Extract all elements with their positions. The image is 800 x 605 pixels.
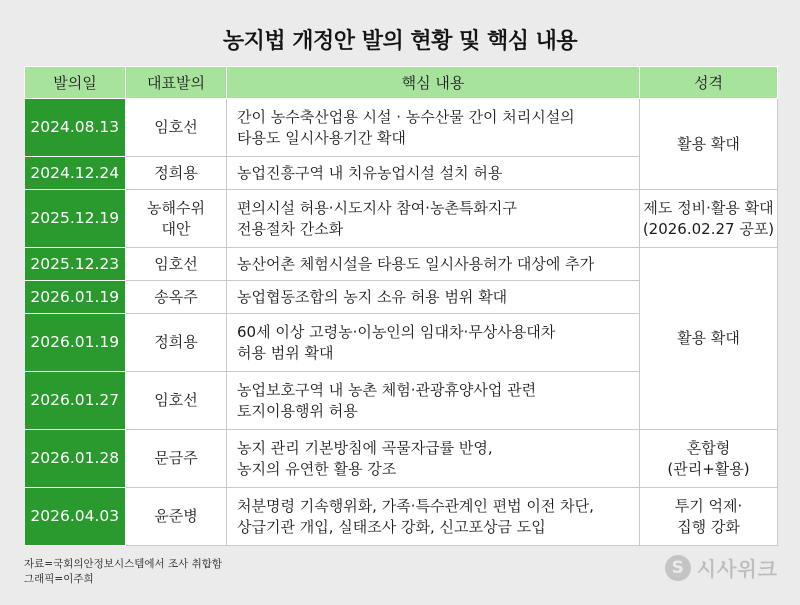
row-sponsor: 윤준병: [126, 488, 227, 546]
row-kind: 투기 억제· 집행 강화: [640, 488, 778, 546]
logo-text: 시사위크: [696, 557, 778, 581]
table-row: [25, 190, 778, 248]
header-content: 핵심 내용: [227, 67, 640, 99]
table-row: [25, 99, 778, 157]
table-row: [25, 430, 778, 488]
page-title: 농지법 개정안 발의 현황 및 핵심 내용: [222, 29, 578, 54]
table-row: [25, 248, 778, 281]
publisher-logo: [665, 553, 778, 582]
row-content: 간이 농수축산업용 시설 · 농수산물 간이 처리시설의 타용도 일시사용기간 확대: [227, 99, 640, 157]
row-date: 2026.01.19: [25, 281, 126, 314]
row-content: 농업협동조합의 농지 소유 허용 범위 확대: [227, 281, 640, 314]
row-content: 농산어촌 체험시설을 타용도 일시사용허가 대상에 추가: [227, 248, 640, 281]
row-content: 편의시설 허용·시도지사 참여·농촌특화지구 전용절차 간소화: [227, 190, 640, 248]
row-sponsor: 송옥주: [126, 281, 227, 314]
row-content: 농지 관리 기본방침에 곡물자급률 반영, 농지의 유연한 활용 강조: [227, 430, 640, 488]
row-content: 처분명령 기속행위화, 가족·특수관계인 편법 이전 차단, 상급기관 개입, 실태조사 강화, 신고포상금 도입: [227, 488, 640, 546]
row-date: 2026.01.27: [25, 372, 126, 430]
header-kind: 성격: [640, 67, 778, 99]
table-header-row: [25, 67, 778, 99]
row-content: 60세 이상 고령농·이농인의 임대차·무상사용대차 허용 범위 확대: [227, 314, 640, 372]
row-sponsor: 임호선: [126, 248, 227, 281]
row-kind: 제도 정비·활용 확대 (2026.02.27 공포): [640, 190, 778, 248]
row-sponsor: 임호선: [126, 99, 227, 157]
row-kind: 활용 확대: [640, 99, 778, 190]
row-date: 2025.12.23: [25, 248, 126, 281]
row-sponsor: 문금주: [126, 430, 227, 488]
source-note: [24, 557, 222, 587]
row-date: 2026.04.03: [25, 488, 126, 546]
row-kind: 활용 확대: [640, 248, 778, 430]
header-date: 발의일: [25, 67, 126, 99]
row-sponsor: 정희용: [126, 314, 227, 372]
table-row: [25, 488, 778, 546]
row-date: 2024.12.24: [25, 157, 126, 190]
row-content: 농업진흥구역 내 치유농업시설 설치 허용: [227, 157, 640, 190]
row-sponsor: 농해수위 대안: [126, 190, 227, 248]
row-date: 2024.08.13: [25, 99, 126, 157]
header-sponsor: 대표발의: [126, 67, 227, 99]
s-logo-icon: S: [665, 555, 691, 581]
bill-table: [24, 66, 778, 546]
row-kind: 혼합형 (관리+활용): [640, 430, 778, 488]
credit-line: 그래픽=이주희: [24, 573, 94, 585]
row-sponsor: 임호선: [126, 372, 227, 430]
row-date: 2026.01.19: [25, 314, 126, 372]
source-line: 자료=국회의안정보시스템에서 조사 취합함: [24, 558, 223, 570]
row-date: 2026.01.28: [25, 430, 126, 488]
row-content: 농업보호구역 내 농촌 체험·관광휴양사업 관련 토지이용행위 허용: [227, 372, 640, 430]
row-date: 2025.12.19: [25, 190, 126, 248]
row-sponsor: 정희용: [126, 157, 227, 190]
